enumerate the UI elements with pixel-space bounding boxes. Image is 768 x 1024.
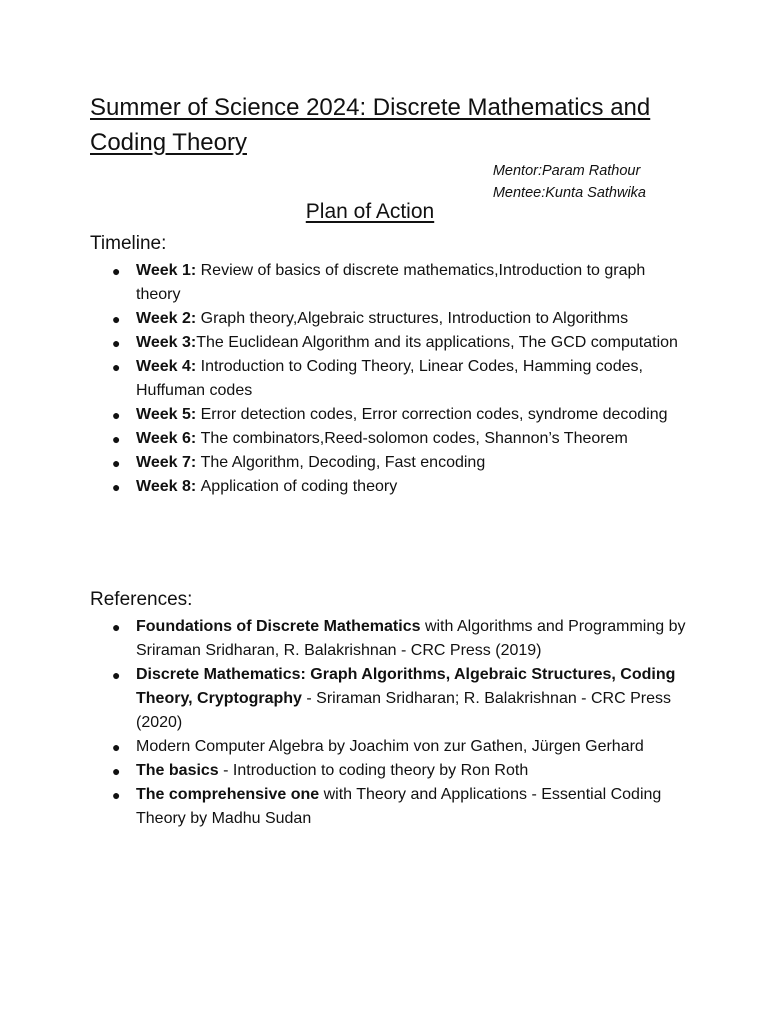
week-description: Introduction to Coding Theory, Linear Codes, Hamming codes, Huffuman codes <box>136 358 643 399</box>
timeline-item <box>90 331 690 355</box>
timeline-heading: Timeline: <box>90 233 167 254</box>
week-label: Week 5: <box>136 406 201 423</box>
week-label: Week 7: <box>136 454 201 471</box>
references-heading: References: <box>90 589 193 610</box>
bullet-icon: ● <box>112 335 121 351</box>
reference-text: - Introduction to coding theory by Ron Roth <box>218 762 529 779</box>
week-description: The Euclidean Algorithm and its applications, The GCD computation <box>196 334 678 351</box>
week-label: Week 4: <box>136 358 201 375</box>
week-description: Graph theory,Algebraic structures, Introduction to Algorithms <box>200 310 629 327</box>
timeline-item <box>90 355 690 403</box>
reference-bold: Foundations of Discrete Mathematics <box>136 618 421 635</box>
timeline-item <box>90 307 690 331</box>
references-list <box>90 615 690 831</box>
bullet-icon: ● <box>112 407 121 423</box>
bullet-icon: ● <box>112 739 121 755</box>
bullet-icon: ● <box>112 479 121 495</box>
reference-text: with Theory and Applications - Essential Coding Theory by Madhu Sudan <box>136 786 662 827</box>
week-description: Error detection codes, Error correction codes, syndrome decoding <box>200 406 668 423</box>
bullet-icon: ● <box>112 763 121 779</box>
week-label: Week 8: <box>136 478 201 495</box>
reference-item <box>90 615 690 663</box>
bullet-icon: ● <box>112 311 121 327</box>
reference-item <box>90 663 690 735</box>
week-label: Week 2: <box>136 310 201 327</box>
week-label: Week 3: <box>136 334 197 351</box>
reference-item <box>90 735 690 759</box>
week-description: The Algorithm, Decoding, Fast encoding <box>200 454 486 471</box>
reference-text: Modern Computer Algebra by Joachim von zur Gathen, Jürgen Gerhard <box>136 738 644 755</box>
reference-text: - Sriraman Sridharan; R. Balakrishnan - CRC Press (2020) <box>136 690 671 731</box>
timeline-item <box>90 475 690 499</box>
timeline-list <box>90 259 690 499</box>
mentor-mentee-block <box>493 160 646 204</box>
bullet-icon: ● <box>112 667 121 683</box>
timeline-item <box>90 259 690 307</box>
timeline-item <box>90 403 690 427</box>
bullet-icon: ● <box>112 787 121 803</box>
mentee-line: Mentee:Kunta Sathwika <box>492 185 646 201</box>
timeline-item <box>90 427 690 451</box>
timeline-item <box>90 451 690 475</box>
bullet-icon: ● <box>112 431 121 447</box>
week-label: Week 1: <box>136 262 201 279</box>
bullet-icon: ● <box>112 619 121 635</box>
mentor-line: Mentor:Param Rathour <box>492 163 641 179</box>
reference-bold: The comprehensive one <box>136 786 320 803</box>
reference-item <box>90 783 690 831</box>
plan-of-action-heading: Plan of Action <box>305 200 435 223</box>
week-label: Week 6: <box>136 430 201 447</box>
week-description: Application of coding theory <box>200 478 398 495</box>
week-description: The combinators,Reed-solomon codes, Shannon’s Theorem <box>200 430 628 447</box>
reference-item <box>90 759 690 783</box>
document-title: Summer of Science 2024: Discrete Mathematics and Coding Theory <box>90 94 651 156</box>
reference-bold: The basics <box>136 762 219 779</box>
reference-bold: Discrete Mathematics: Graph Algorithms, Algebraic Structures, Coding Theory, Cryptography <box>136 666 676 707</box>
reference-text: with Algorithms and Programming by Sriraman Sridharan, R. Balakrishnan - CRC Press (2019) <box>136 618 686 659</box>
bullet-icon: ● <box>112 263 121 279</box>
bullet-icon: ● <box>112 455 121 471</box>
week-description: Review of basics of discrete mathematics,Introduction to graph theory <box>136 262 646 303</box>
bullet-icon: ● <box>112 359 121 375</box>
